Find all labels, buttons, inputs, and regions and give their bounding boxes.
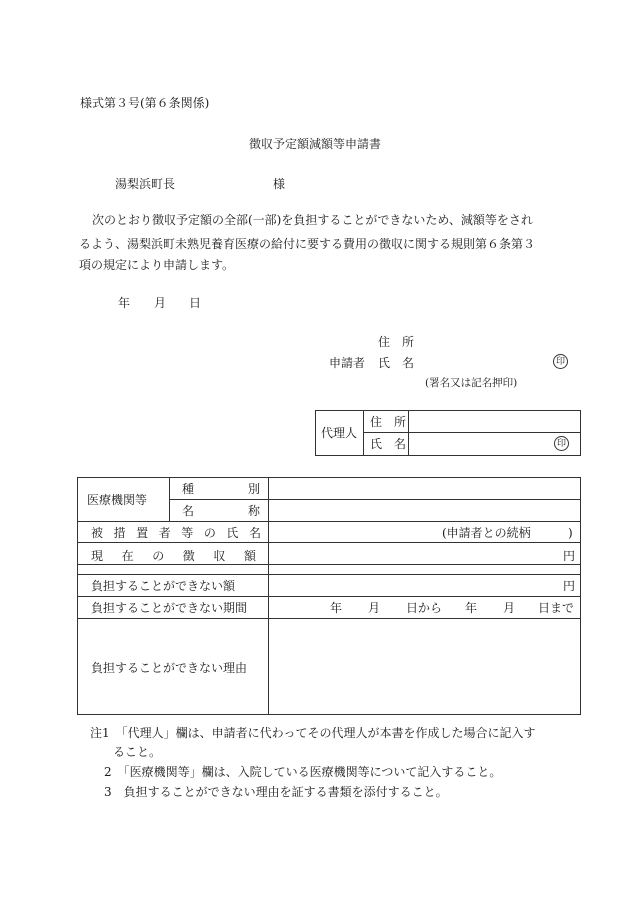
- current-amount-label: [91, 548, 256, 564]
- unable-reason-label: 負担することができない理由: [91, 661, 248, 675]
- period-start-month: 月: [368, 601, 381, 615]
- label-char: 額: [243, 549, 256, 563]
- relation-close: ): [568, 526, 573, 540]
- period-start-day: 日から: [406, 601, 443, 615]
- period-end-day: 日まで: [538, 601, 575, 615]
- name-label-char: 名: [182, 504, 195, 518]
- proxy-label: 代理人: [321, 426, 358, 440]
- period-end-month: 月: [503, 601, 516, 615]
- applicant-role-label: 申請者: [329, 356, 366, 370]
- institution-type-field[interactable]: [269, 478, 580, 499]
- proxy-table: [315, 410, 581, 456]
- applicant-address-label: 住 所: [378, 335, 415, 349]
- type-label: [182, 481, 260, 497]
- body-line-2: るよう、湯梨浜町未熟児養育医療の給付に要する費用の徴収に関する規則第６条第３: [79, 237, 536, 251]
- note-2: 2 「医療機関等」欄は、入院している医療機関等について記入すること。: [104, 765, 502, 779]
- relation-note: (申請者との続柄: [442, 526, 531, 540]
- note-3: 3 負担することができない理由を証する書類を添付すること。: [104, 785, 448, 799]
- proxy-address-field[interactable]: [409, 411, 580, 433]
- label-char: 在: [121, 549, 134, 563]
- note-1: 注1 「代理人」欄は、申請者に代わってその代理人が本書を作成した場合に記入す: [90, 726, 536, 740]
- label-char: の: [152, 549, 165, 563]
- applicant-name-label: 氏 名: [378, 356, 415, 370]
- proxy-address-label: 住 所: [370, 415, 407, 429]
- row-divider: [78, 542, 580, 543]
- applicant-signature-note: (署名又は記名押印): [425, 377, 518, 389]
- proxy-address-label-cell: [364, 411, 409, 433]
- institution-label: 医療機関等: [87, 493, 148, 507]
- unable-amount-label: 負担することができない額: [91, 579, 236, 593]
- row-divider: [78, 574, 580, 575]
- applicant-seal: 印: [553, 354, 568, 369]
- type-label-char: 別: [247, 482, 260, 496]
- date-month: 月: [154, 296, 167, 310]
- label-char: 等: [181, 526, 194, 540]
- current-amount-yen: 円: [563, 549, 576, 563]
- addressee-honorific: 様: [273, 177, 286, 191]
- subject-name-label: [91, 525, 261, 541]
- label-char: 収: [213, 549, 226, 563]
- application-table: [77, 477, 581, 715]
- proxy-name-label: 氏 名: [370, 437, 407, 451]
- type-label-char: 種: [182, 482, 195, 496]
- period-end-year: 年: [465, 601, 478, 615]
- proxy-name-label-cell: [364, 433, 409, 455]
- name-label: [182, 503, 260, 519]
- label-char: 現: [91, 549, 104, 563]
- row-divider: [78, 596, 580, 597]
- unable-reason-field[interactable]: [269, 619, 580, 714]
- proxy-seal: 印: [554, 436, 569, 451]
- body-line-3: 項の規定により申請します。: [79, 258, 235, 272]
- row-divider: [78, 521, 580, 522]
- row-divider: [78, 564, 580, 565]
- label-char: 徴: [182, 549, 195, 563]
- label-char: 措: [113, 526, 126, 540]
- label-char: 者: [158, 526, 171, 540]
- period-start-year: 年: [330, 601, 343, 615]
- proxy-name-field[interactable]: [409, 433, 580, 455]
- page-title: 徴収予定額減額等申請書: [249, 137, 382, 151]
- institution-name-field[interactable]: [269, 500, 580, 521]
- date-day: 日: [189, 296, 202, 310]
- note-1-continued: ること。: [113, 745, 162, 759]
- unable-amount-yen: 円: [563, 579, 576, 593]
- label-char: の: [203, 526, 216, 540]
- name-label-char: 称: [247, 504, 260, 518]
- label-char: 氏: [226, 526, 239, 540]
- date-year: 年: [118, 296, 131, 310]
- form-number: 様式第３号(第６条関係): [80, 96, 210, 110]
- label-char: 被: [91, 526, 104, 540]
- label-char: 置: [136, 526, 149, 540]
- addressee: 湯梨浜町長: [115, 177, 176, 191]
- unable-period-label: 負担することができない期間: [91, 601, 248, 615]
- proxy-label-cell: [316, 411, 364, 455]
- label-char: 名: [248, 526, 261, 540]
- body-line-1: 次のとおり徴収予定額の全部(一部)を負担することができないため、減額等をされ: [92, 213, 533, 227]
